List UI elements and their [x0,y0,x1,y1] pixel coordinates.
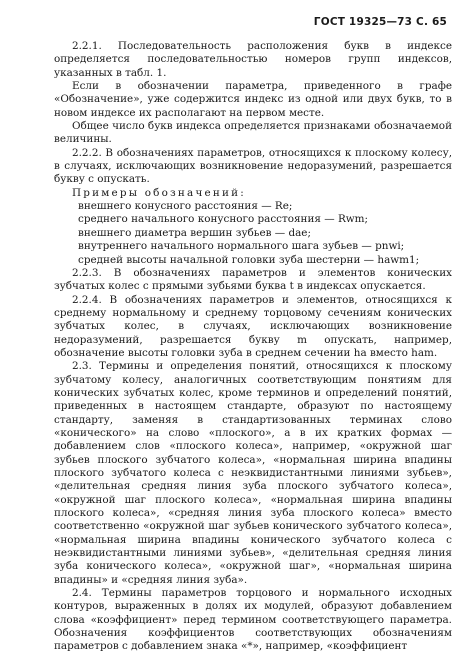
body-text [54,40,452,654]
paragraph: 2.2.2. В обозначениях параметров, относящихся к плоскому колесу, в случаях, исключающих возникновение недоразумений, разрешается букву c опускать. [54,146,452,186]
example-item: внешнего диаметра вершин зубьев — dae; [78,226,311,239]
example-item: среднего начального конусного расстояния — Rwm; [78,213,369,226]
example-item: внешнего конусного расстояния — Re; [78,200,293,213]
paragraph: 2.3. Термины и определения понятий, относящихся к плоскому зубчатому колесу, аналогичных соответствующим понятиям для конических зубчатых колес, кроме терминов и определений понятий, приведенных в настоящем стандарте, образуют по настоящему стандарту, заменяя в стандартизованных терминах слово «конического» на слово «плоского», а в их кратких формах — добавлением слов «плоского колеса», например, «окружной шаг зубьев плоского зубчатого колеса», «нормальная ширина впадины плоского зубчатого колеса с неэквидистантными линиями зубьев», «делительная средняя линия зуба плоского зубчатого колеса», «окружной шаг плоского колеса», «нормальная ширина впадины плоского колеса», «средняя линия зуба плоского колеса» вместо соответственно «окружной шаг зубьев конического зубчатого колеса», «нормальная ширина впадины конического зубчатого колеса с неэквидистантными линиями зубьев», «делительная средняя линия зуба конического колеса», «окружной шаг», «нормальная ширина впадины» и «средняя линия зуба». [54,360,452,586]
examples-title: Примеры обозначений: [72,186,246,199]
paragraph: 2.2.4. В обозначениях параметров и элементов, относящихся к среднему нормальному и среднему торцовому сечениям конических зубчатых колес, в случаях, исключающих возникновение недоразумений, разрешается букву m опускать, например, обозначение высоты головки зуба в среднем сечении ha вместо ham. [54,293,452,359]
example-item: внутреннего начального нормального шага зубьев — pnwi; [78,240,405,253]
example-item: средней высоты начальной головки зуба шестерни — hawm1; [78,253,420,266]
paragraph: 2.2.1. Последовательность расположения букв в индексе определяется последовательностью номеров групп индексов, указанных в табл. 1. [54,40,452,79]
paragraph: Общее число букв индекса определяется признаками обозначаемой величины. [54,120,452,146]
paragraph: 2.4. Термины параметров торцового и нормального исходных контуров, выраженных в долях их модулей, образуют добавлением слова «коэффициент» перед термином соответствующего параметра. Обозначения коэффициентов соответствующих обозначениям параметров с добавлением знака «*», например, «коэффициент [54,587,452,653]
page-header: ГОСТ 19325—73 С. 65 [313,16,447,28]
paragraph: Если в обозначении параметра, приведенного в графе «Обозначение», уже содержится индекс из одной или двух букв, то в новом индексе их располагают на первом месте. [54,80,452,119]
paragraph: 2.2.3. В обозначениях параметров и элементов конических зубчатых колес с прямыми зубьями буква t в индексах опускается. [54,266,452,293]
